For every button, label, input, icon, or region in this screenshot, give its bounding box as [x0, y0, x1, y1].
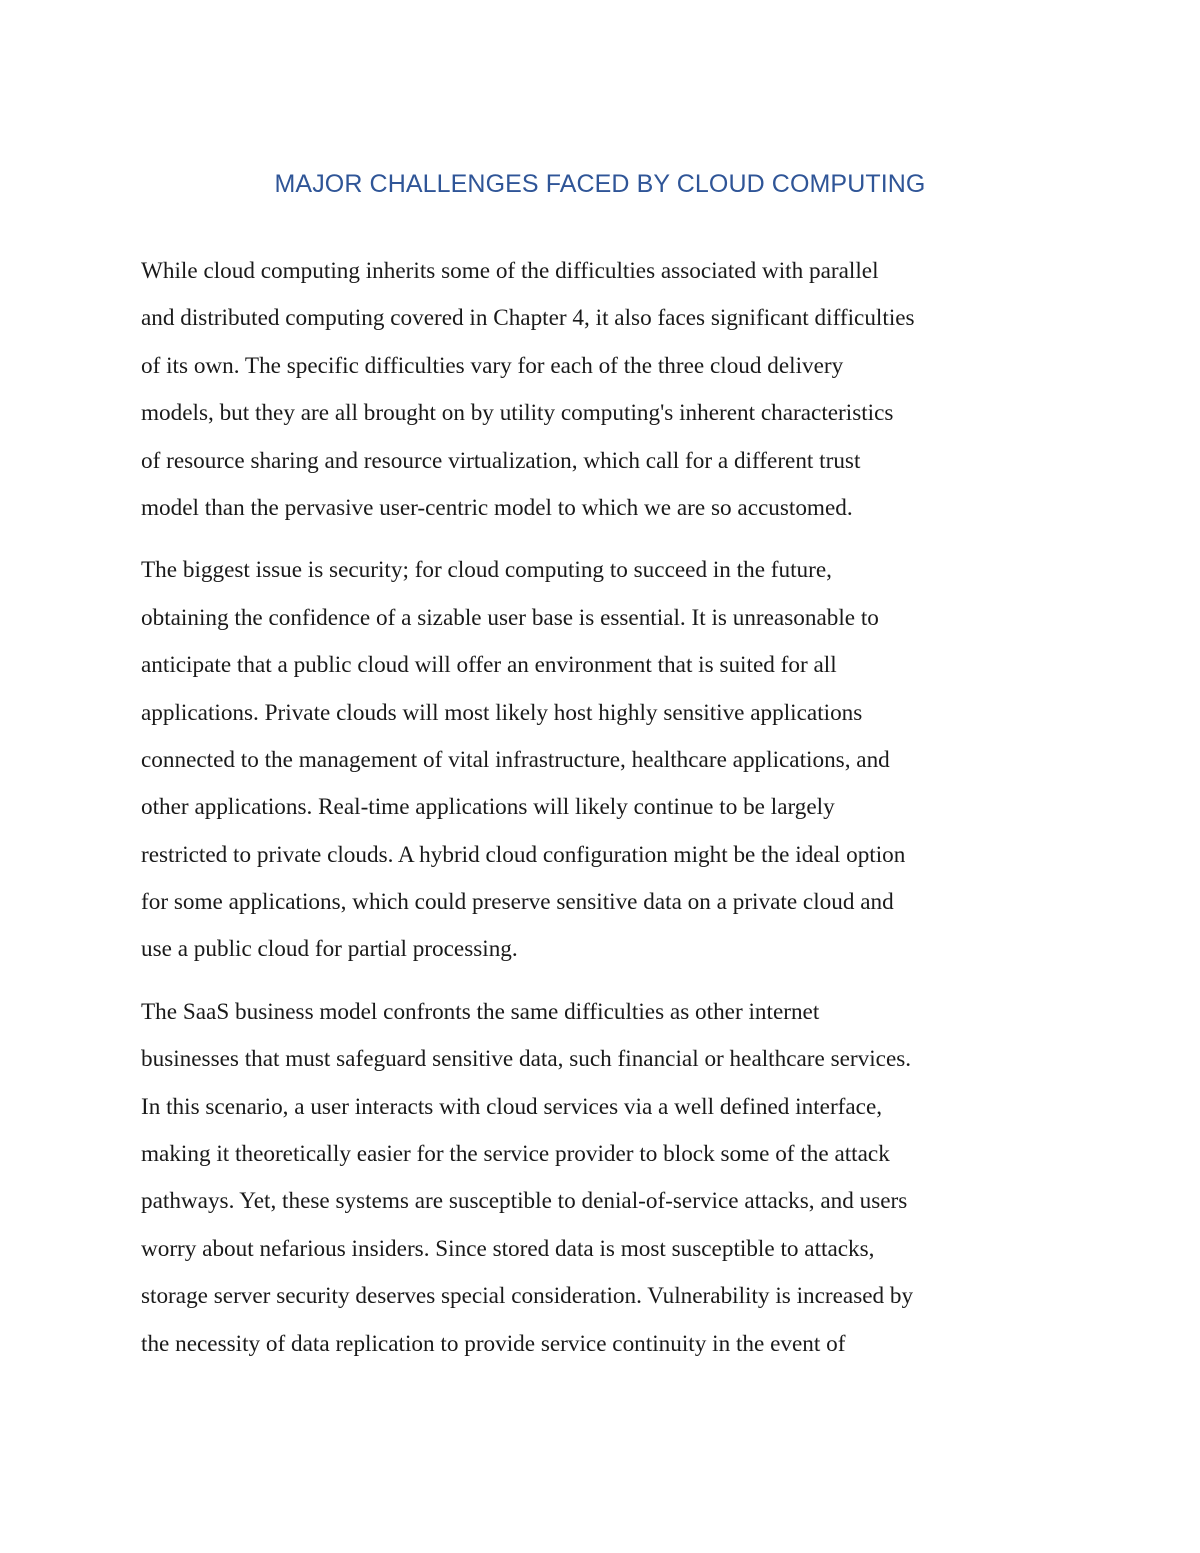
paragraph-line: models, but they are all brought on by utility computing's inherent characteristics: [141, 400, 894, 427]
paragraph-line: applications. Private clouds will most likely host highly sensitive applications: [141, 699, 863, 726]
paragraph-line: of its own. The specific difficulties vary for each of the three cloud delivery: [141, 352, 844, 379]
paragraph-line: worry about nefarious insiders. Since stored data is most susceptible to attacks,: [141, 1235, 875, 1262]
paragraph-line: businesses that must safeguard sensitive data, such financial or healthcare services.: [141, 1046, 912, 1073]
paragraph-line: restricted to private clouds. A hybrid cloud configuration might be the ideal option: [141, 841, 906, 868]
paragraph-line: storage server security deserves special consideration. Vulnerability is increased by: [141, 1283, 914, 1310]
paragraph-1: [141, 248, 1081, 532]
paragraph-line: The SaaS business model confronts the same difficulties as other internet: [141, 998, 820, 1025]
paragraph-line: connected to the management of vital infrastructure, healthcare applications, and: [141, 746, 890, 773]
paragraph-line: While cloud computing inherits some of the difficulties associated with parallel: [141, 258, 879, 284]
paragraph-line: obtaining the confidence of a sizable user base is essential. It is unreasonable to: [141, 604, 879, 631]
document-title: MAJOR CHALLENGES FACED BY CLOUD COMPUTING: [274, 170, 926, 198]
paragraph-line: other applications. Real-time applications will likely continue to be largely: [141, 794, 835, 821]
paragraph-line: of resource sharing and resource virtualization, which call for a different trust: [141, 447, 861, 474]
paragraph-line: In this scenario, a user interacts with cloud services via a well defined interface,: [141, 1093, 883, 1120]
paragraph-3: [141, 989, 1081, 1368]
paragraph-line: anticipate that a public cloud will offer an environment that is suited for all: [141, 652, 837, 679]
paragraph-line: model than the pervasive user-centric model to which we are so accustomed.: [141, 494, 853, 521]
paragraph-line: making it theoretically easier for the service provider to block some of the attack: [141, 1141, 890, 1168]
document-body: [141, 248, 1081, 1368]
paragraph-line: use a public cloud for partial processing.: [141, 936, 518, 963]
paragraph-line: pathways. Yet, these systems are susceptible to denial-of-service attacks, and users: [141, 1188, 908, 1215]
paragraph-2: [141, 547, 1081, 974]
paragraph-line: for some applications, which could preserve sensitive data on a private cloud and: [141, 889, 894, 916]
paragraph-line: the necessity of data replication to provide service continuity in the event of: [141, 1330, 846, 1357]
paragraph-line: and distributed computing covered in Chapter 4, it also faces significant difficulties: [141, 305, 915, 332]
paragraph-line: The biggest issue is security; for cloud computing to succeed in the future,: [141, 557, 832, 584]
